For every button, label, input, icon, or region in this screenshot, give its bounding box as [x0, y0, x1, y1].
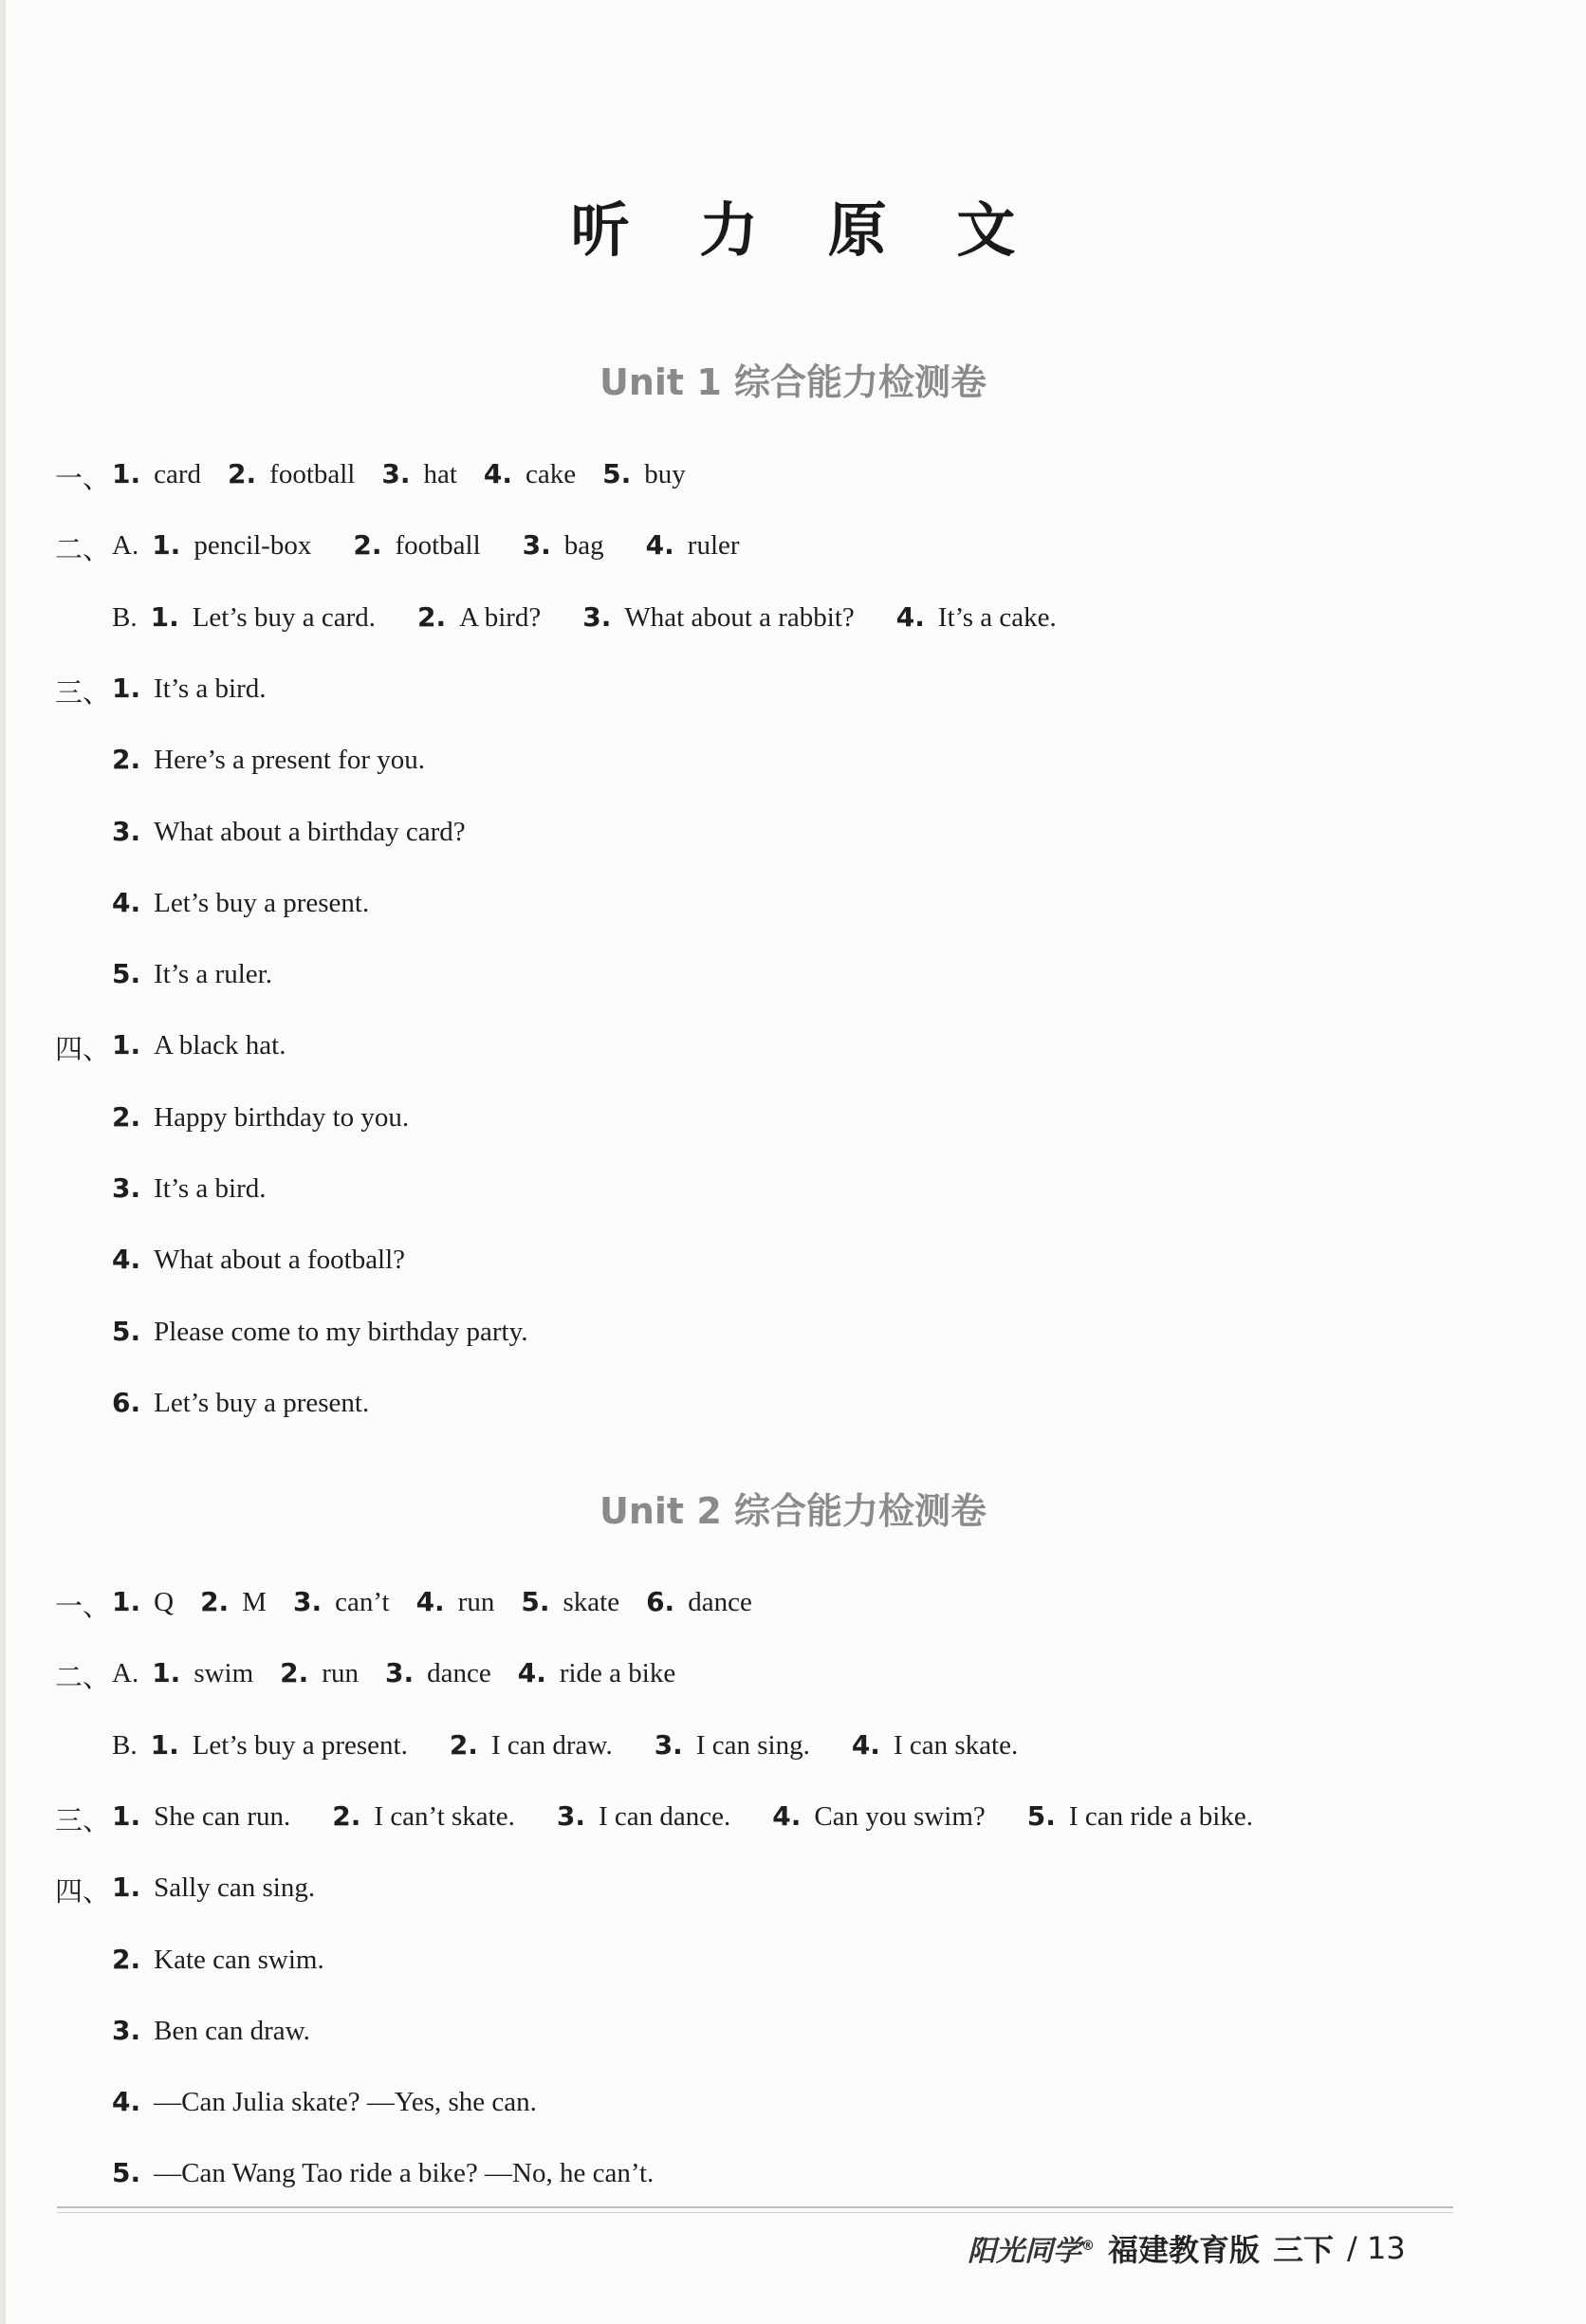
item-text: Please come to my birthday party. — [154, 1316, 528, 1347]
page-title: 听 力 原 文 — [570, 195, 1041, 265]
answer-item — [417, 602, 541, 633]
item-text: Can you swim? — [814, 1800, 986, 1832]
item-number: 3. — [522, 529, 551, 562]
item-text: pencil-box — [194, 530, 312, 562]
answer-line — [112, 1583, 779, 1621]
page-edge — [0, 0, 6, 2324]
item-number: 2. — [416, 600, 447, 633]
item-number: 1. — [112, 672, 141, 704]
item-text: Let’s buy a present. — [192, 1729, 408, 1761]
item-text: cake — [526, 459, 577, 489]
grade-label: 三下 — [1273, 2232, 1335, 2268]
answer-item — [602, 459, 686, 489]
unit-title: Unit 1 综合能力检测卷 — [599, 361, 987, 403]
item-number: 5. — [1026, 1799, 1056, 1832]
question-number: 四、 — [55, 1033, 111, 1066]
item-number: 3. — [112, 2014, 141, 2046]
answer-line — [112, 1313, 554, 1351]
item-text: A bird? — [459, 601, 542, 633]
answer-item — [852, 1730, 1018, 1761]
answer-line — [112, 1098, 435, 1136]
question-number: 三、 — [55, 1803, 111, 1836]
item-text: Let’s buy a present. — [154, 887, 370, 918]
answer-line — [112, 1726, 1060, 1764]
answer-item — [332, 1801, 515, 1832]
item-number: 3. — [381, 458, 411, 489]
item-text: Let’s buy a card. — [192, 601, 376, 633]
part-label: A. — [112, 530, 139, 562]
item-number: 4. — [112, 2086, 141, 2118]
answer-item — [655, 1730, 810, 1761]
page-number: / 13 — [1347, 2230, 1406, 2266]
item-text: I can skate. — [893, 1729, 1019, 1761]
item-text: I can’t skate. — [374, 1800, 515, 1832]
item-number: 4. — [112, 1244, 141, 1276]
answer-item — [112, 1872, 315, 1903]
answer-item — [112, 2087, 537, 2117]
answer-item — [646, 1587, 752, 1617]
answer-item — [112, 1945, 324, 1975]
item-text: Q — [154, 1587, 175, 1617]
item-number: 5. — [602, 458, 632, 489]
item-number: 1. — [152, 529, 181, 562]
answer-item — [112, 2158, 654, 2188]
answer-item — [112, 1102, 409, 1133]
answer-line — [112, 1869, 341, 1907]
answer-item — [152, 1658, 253, 1688]
item-number: 5. — [521, 1586, 550, 1617]
unit-title: Unit 2 综合能力检测卷 — [599, 1490, 987, 1532]
answer-item — [521, 1587, 619, 1617]
answer-item — [518, 1658, 676, 1688]
answer-item — [896, 602, 1057, 633]
item-number: 4. — [112, 886, 141, 918]
item-number: 2. — [200, 1586, 230, 1617]
answer-item — [112, 459, 201, 489]
item-text: ride a bike — [559, 1658, 676, 1689]
answer-line — [112, 741, 452, 779]
item-number: 1. — [150, 1728, 179, 1761]
brand-logo: 阳光同学® — [968, 2235, 1095, 2268]
item-text: run — [457, 1587, 495, 1617]
answer-item — [450, 1730, 613, 1761]
item-text: ruler — [687, 530, 740, 562]
item-number: 2. — [112, 744, 141, 776]
answer-item — [353, 530, 480, 561]
item-number: 5. — [112, 958, 141, 990]
item-number: 4. — [415, 1586, 445, 1617]
question-number: 四、 — [55, 1875, 111, 1909]
item-number: 2. — [332, 1799, 361, 1832]
answer-item — [112, 888, 369, 918]
answer-line — [112, 1654, 702, 1692]
answer-item — [112, 745, 425, 775]
item-text: run — [322, 1658, 359, 1689]
answer-item — [381, 459, 457, 489]
answer-item — [152, 530, 311, 561]
answer-item — [112, 1587, 174, 1617]
answer-item — [646, 530, 740, 561]
item-text: football — [269, 459, 356, 489]
item-number: 1. — [152, 1657, 181, 1689]
answer-line — [112, 884, 396, 922]
item-text: I can dance. — [598, 1800, 731, 1832]
answer-line — [112, 2012, 337, 2050]
item-number: 1. — [150, 600, 179, 633]
answer-line — [112, 1941, 351, 1979]
answer-line — [112, 455, 712, 493]
answer-line — [112, 526, 782, 564]
item-number: 4. — [851, 1728, 880, 1761]
item-number: 3. — [384, 1657, 415, 1689]
answer-item — [557, 1801, 730, 1832]
item-number: 4. — [517, 1657, 546, 1689]
answer-item — [484, 459, 576, 489]
answer-item — [416, 1587, 495, 1617]
item-text: —Can Julia skate? —Yes, she can. — [154, 2087, 537, 2118]
item-text: I can sing. — [695, 1729, 810, 1761]
answer-item — [280, 1658, 359, 1688]
answer-item — [293, 1587, 390, 1617]
answer-line — [112, 1026, 312, 1064]
answer-line — [112, 1170, 293, 1208]
answer-line — [112, 813, 492, 851]
footer-divider-thin — [57, 2212, 1453, 2213]
item-text: —Can Wang Tao ride a bike? —No, he can’t. — [154, 2158, 655, 2189]
item-text: card — [154, 459, 202, 489]
footer-divider — [57, 2206, 1453, 2208]
answer-item — [151, 602, 376, 633]
answer-item — [112, 1801, 290, 1832]
answer-item — [200, 1587, 267, 1617]
answer-item — [582, 602, 855, 633]
answer-item — [385, 1658, 491, 1688]
answer-item — [151, 1730, 408, 1761]
item-number: 3. — [582, 600, 612, 633]
question-number: 一、 — [55, 462, 111, 494]
item-text: It’s a bird. — [154, 1173, 267, 1204]
item-text: Kate can swim. — [154, 1944, 324, 1975]
answer-line — [112, 2154, 680, 2192]
answer-item — [112, 959, 272, 989]
item-number: 1. — [112, 1799, 141, 1832]
item-text: dance — [427, 1658, 491, 1689]
item-number: 2. — [449, 1728, 478, 1761]
item-text: Happy birthday to you. — [154, 1101, 410, 1133]
item-text: bag — [563, 530, 604, 562]
item-number: 5. — [112, 1315, 141, 1347]
item-text: She can run. — [154, 1800, 291, 1832]
item-text: A black hat. — [154, 1030, 286, 1061]
answer-line — [112, 599, 1098, 636]
item-text: I can ride a bike. — [1068, 1800, 1253, 1832]
item-text: dance — [688, 1587, 752, 1617]
item-number: 1. — [112, 1586, 141, 1617]
item-text: can’t — [335, 1587, 390, 1617]
item-number: 3. — [112, 815, 141, 847]
item-text: hat — [423, 459, 457, 489]
answer-item — [112, 1245, 405, 1275]
item-text: It’s a cake. — [937, 601, 1057, 633]
item-text: It’s a ruler. — [154, 959, 272, 990]
item-number: 1. — [112, 458, 141, 489]
item-number: 5. — [112, 2157, 141, 2189]
answer-line — [112, 955, 299, 993]
item-number: 1. — [112, 1029, 141, 1061]
part-label: B. — [112, 601, 138, 633]
question-number: 二、 — [55, 1661, 111, 1694]
item-text: buy — [644, 459, 686, 489]
item-number: 2. — [228, 458, 257, 489]
item-number: 4. — [645, 529, 674, 562]
item-number: 3. — [556, 1799, 585, 1832]
item-number: 4. — [483, 458, 513, 489]
answer-item — [523, 530, 604, 561]
item-number: 2. — [112, 1100, 141, 1133]
item-number: 3. — [293, 1586, 323, 1617]
question-number: 一、 — [55, 1590, 111, 1622]
part-label: B. — [112, 1729, 138, 1761]
item-text: football — [395, 530, 481, 562]
answer-item — [112, 673, 267, 704]
item-number: 4. — [772, 1799, 802, 1832]
item-text: Let’s buy a present. — [154, 1387, 370, 1418]
answer-item — [112, 1173, 267, 1204]
item-text: Sally can sing. — [154, 1872, 316, 1904]
item-number: 6. — [112, 1386, 141, 1418]
answer-item — [1027, 1801, 1253, 1832]
item-text: What about a football? — [154, 1245, 406, 1276]
item-number: 2. — [112, 1943, 141, 1975]
item-text: Here’s a present for you. — [154, 745, 425, 776]
answer-line — [112, 1241, 432, 1279]
item-text: What about a rabbit? — [624, 601, 855, 633]
page-footer — [968, 2224, 1406, 2272]
item-number: 2. — [353, 529, 382, 562]
answer-line — [112, 1798, 1295, 1835]
item-number: 4. — [895, 600, 925, 633]
answer-line — [112, 670, 293, 708]
answer-line — [112, 1384, 396, 1422]
item-text: I can draw. — [490, 1729, 613, 1761]
item-text: What about a birthday card? — [154, 816, 466, 847]
item-number: 3. — [654, 1728, 683, 1761]
item-text: skate — [562, 1587, 620, 1617]
item-number: 2. — [280, 1657, 309, 1689]
question-number: 二、 — [55, 533, 111, 566]
answer-item — [112, 1388, 369, 1418]
item-number: 3. — [112, 1172, 141, 1204]
answer-item — [112, 2016, 310, 2046]
part-label: A. — [112, 1658, 139, 1689]
answer-item — [228, 459, 355, 489]
item-number: 1. — [112, 1872, 141, 1904]
item-text: swim — [194, 1658, 254, 1689]
item-text: M — [242, 1587, 267, 1617]
question-number: 三、 — [55, 675, 111, 709]
answer-line — [112, 2083, 563, 2121]
answer-item — [772, 1801, 986, 1832]
edition-label: 福建教育版 — [1108, 2232, 1261, 2268]
answer-item — [112, 1030, 286, 1061]
answer-item — [112, 817, 466, 847]
item-text: Ben can draw. — [154, 2015, 310, 2046]
item-text: It’s a bird. — [154, 673, 267, 704]
answer-item — [112, 1317, 527, 1347]
item-number: 6. — [646, 1586, 675, 1617]
